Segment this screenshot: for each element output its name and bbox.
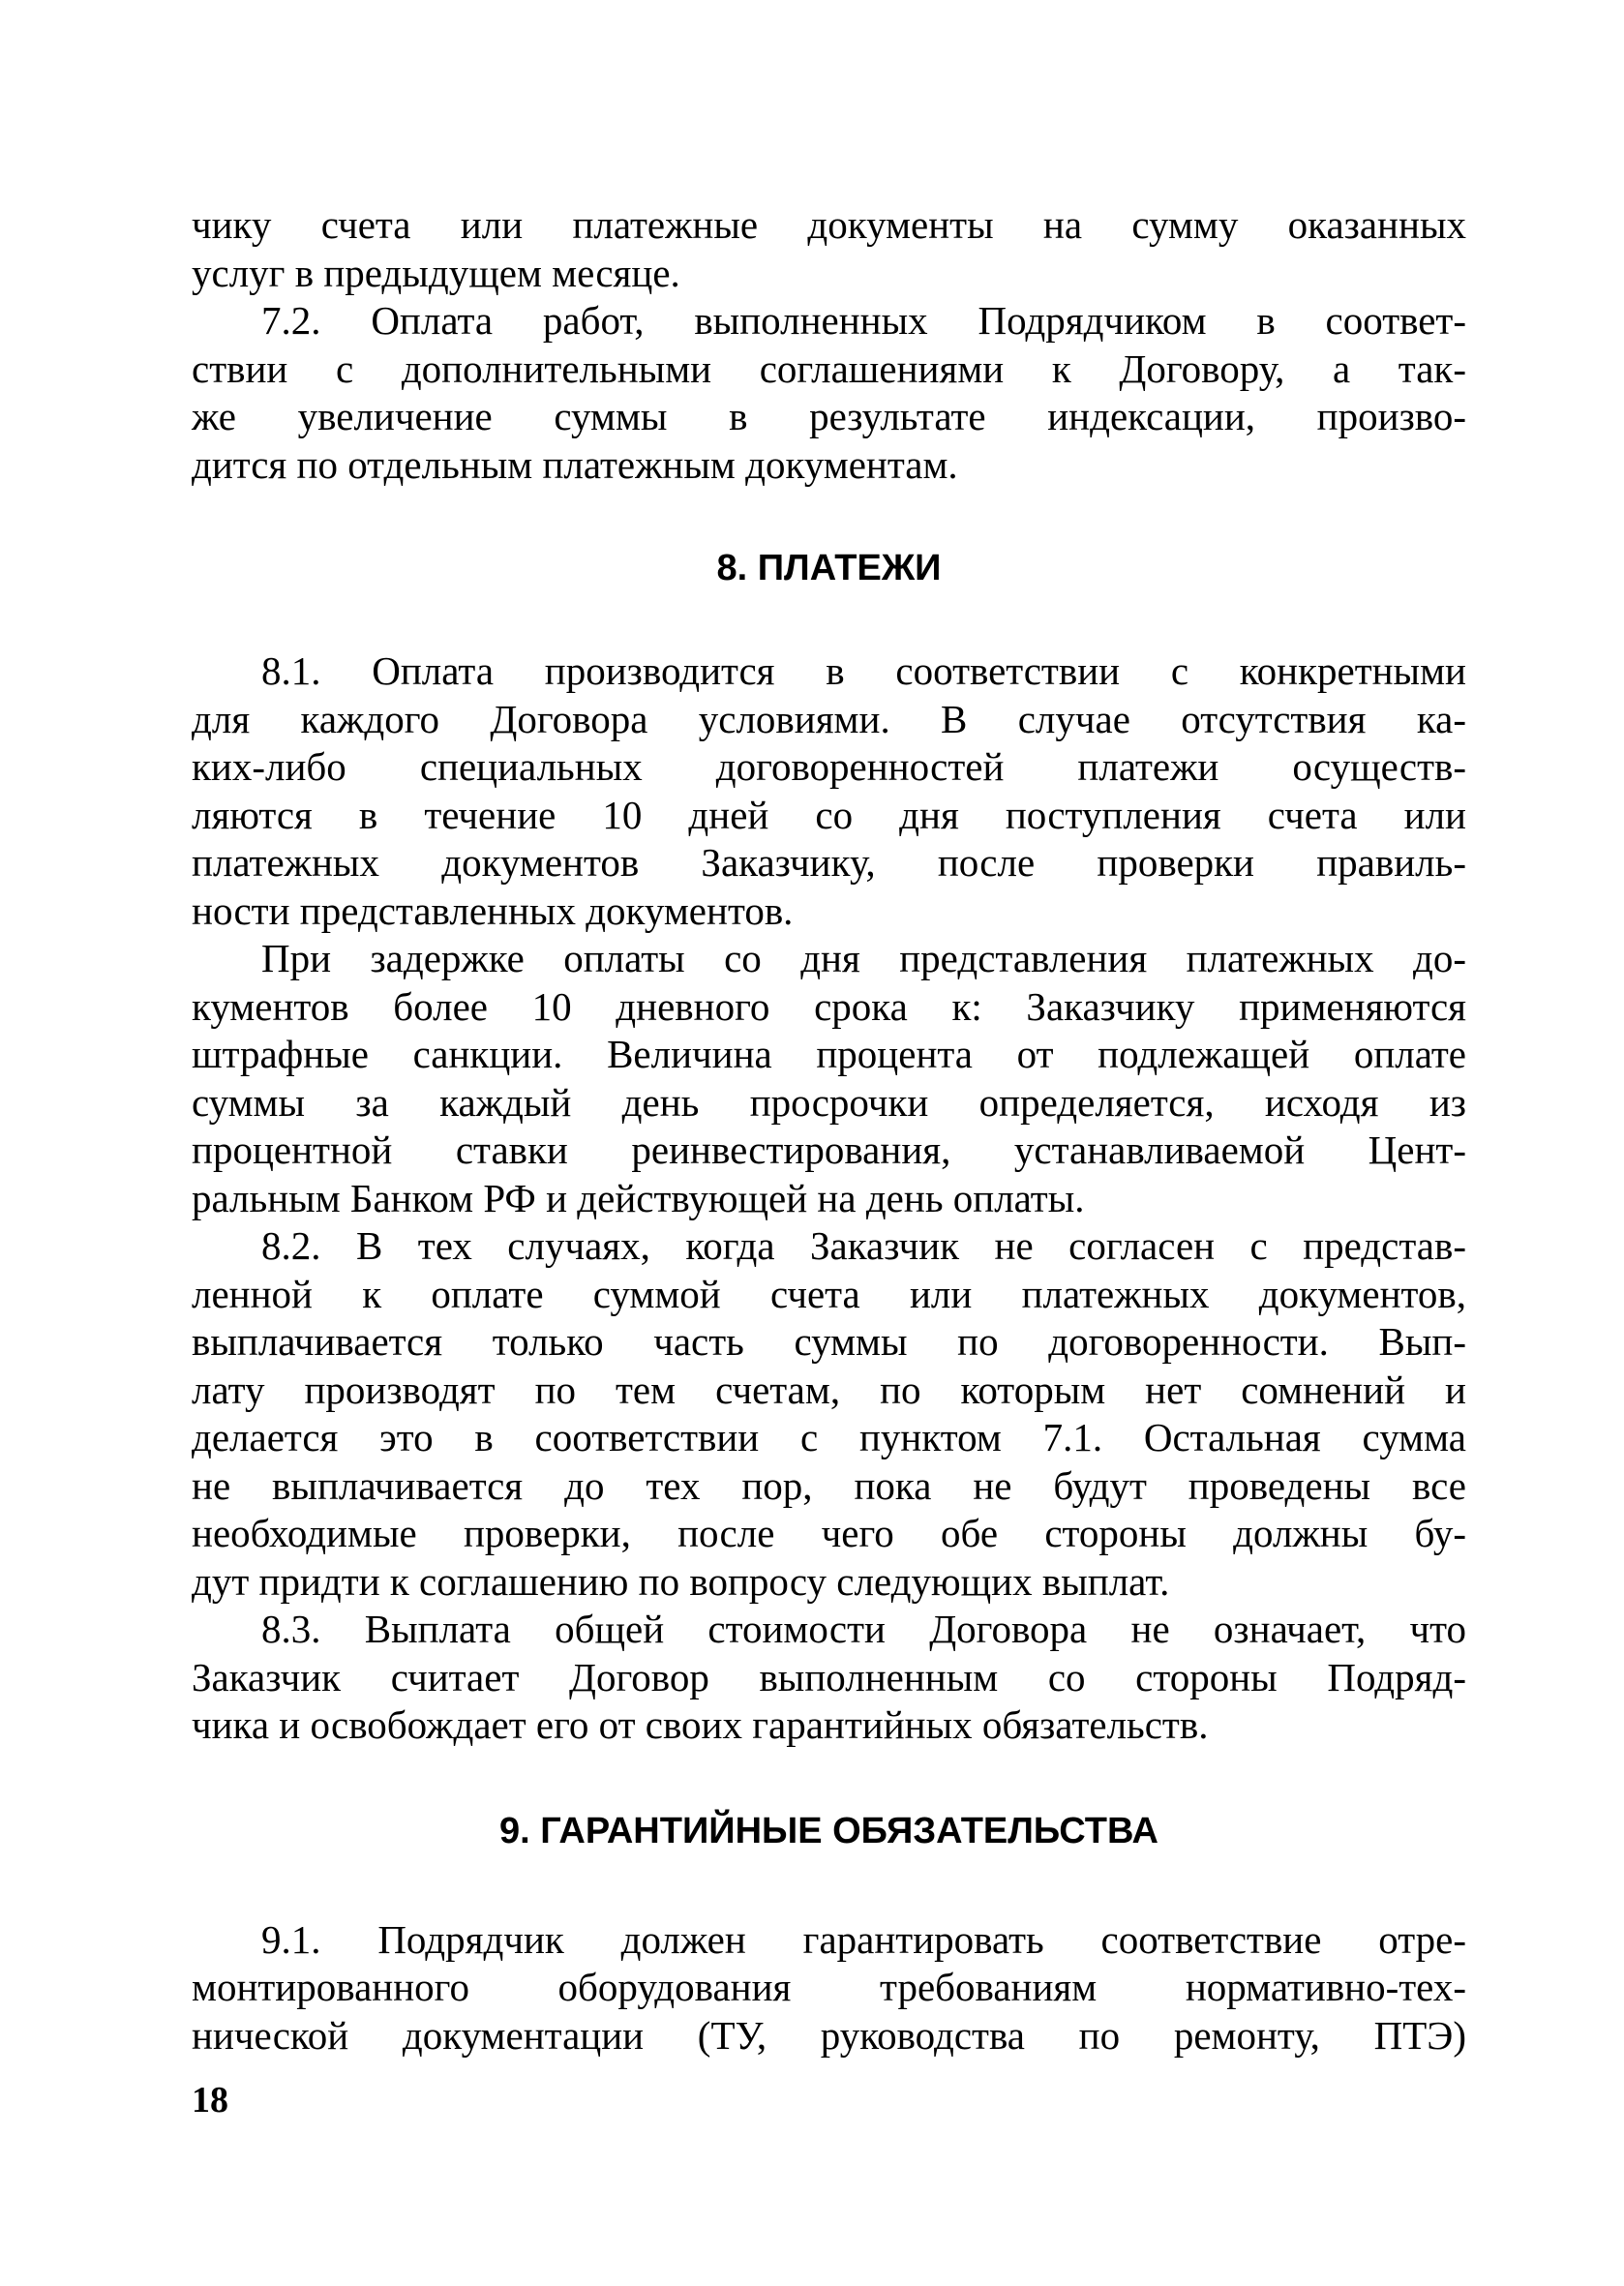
text-line: не выплачивается до тех пор, пока не будут проведены все [192,1462,1466,1508]
text-line: лату производят по тем счетам, по которым нет сомнений и [192,1367,1466,1412]
text-line: чику счета или платежные документы на сумму оказанных [192,202,1466,247]
text-line: чика и освобождает его от своих гарантийных обязательств. [192,1702,1209,1747]
text-line: же увеличение суммы в результате индексации, произво- [192,394,1466,438]
text-line: монтированного оборудования требованиям нормативно-тех- [192,1965,1466,2009]
text-line: делается это в соответствии с пунктом 7.1. Остальная сумма [192,1415,1466,1459]
text-line: 8.3. Выплата общей стоимости Договора не означает, что [261,1607,1466,1651]
text-line: выплачивается только часть суммы по договоренности. Вып- [192,1319,1466,1364]
text-line: кументов более 10 дневного срока к: Заказчику применяются [192,983,1466,1029]
paragraph-payment-delay [192,935,1466,1222]
text-line: необходимые проверки, после чего обе стороны должны бу- [192,1511,1466,1555]
text-line: суммы за каждый день просрочки определяется, исходя из [192,1079,1466,1125]
text-line: ляются в течение 10 дней со дня поступления счета или [192,792,1466,837]
text-column [192,201,1466,2060]
text-line: нической документации (ТУ, руководства по ремонту, ПТЭ) [192,2012,1466,2058]
text-line: дится по отдельным платежным документам. [192,441,958,487]
text-line: услуг в предыдущем месяце. [192,250,680,295]
text-line: ленной к оплате суммой счета или платежных документов, [192,1271,1466,1316]
section-9-heading: 9. ГАРАНТИЙНЫЕ ОБЯЗАТЕЛЬСТВА [499,1810,1158,1851]
text-line: 8.1. Оплата производится в соответствии с конкретными [261,648,1466,693]
section-8-heading: 8. ПЛАТЕЖИ [716,548,942,588]
text-line: ности представленных документов. [192,887,794,933]
text-line: процентной ставки реинвестирования, устанавливаемой Цент- [192,1128,1466,1172]
text-line: для каждого Договора условиями. В случае отсутствия ка- [192,696,1466,741]
text-line: 8.2. В тех случаях, когда Заказчик не согласен с представ- [261,1223,1466,1268]
text-line: ральным Банком РФ и действующей на день оплаты. [192,1175,1085,1220]
text-line: штрафные санкции. Величина процента от подлежащей оплате [192,1032,1466,1076]
text-line: ких-либо специальных договоренностей платежи осуществ- [192,744,1466,789]
text-line: 7.2. Оплата работ, выполненных Подрядчиком в соответ- [261,298,1466,343]
text-line: При задержке оплаты со дня представления платежных до- [261,936,1466,980]
text-line: ствии с дополнительными соглашениями к Договору, а так- [192,346,1466,391]
paragraph-8-1 [192,647,1466,935]
text-line: 9.1. Подрядчик должен гарантировать соответствие отре- [261,1916,1466,1962]
paragraph-intro [192,201,1466,297]
paragraph-8-2 [192,1222,1466,1606]
page-number: 18 [192,2080,228,2121]
text-line: Заказчик считает Договор выполненным со стороны Подряд- [192,1654,1466,1699]
paragraph-9-1 [192,1916,1466,2060]
text-line: дут придти к соглашению по вопросу следующих выплат. [192,1558,1170,1604]
paragraph-8-3 [192,1606,1466,1750]
paragraph-7-2 [192,297,1466,489]
text-line: платежных документов Заказчику, после проверки правиль- [192,840,1466,885]
